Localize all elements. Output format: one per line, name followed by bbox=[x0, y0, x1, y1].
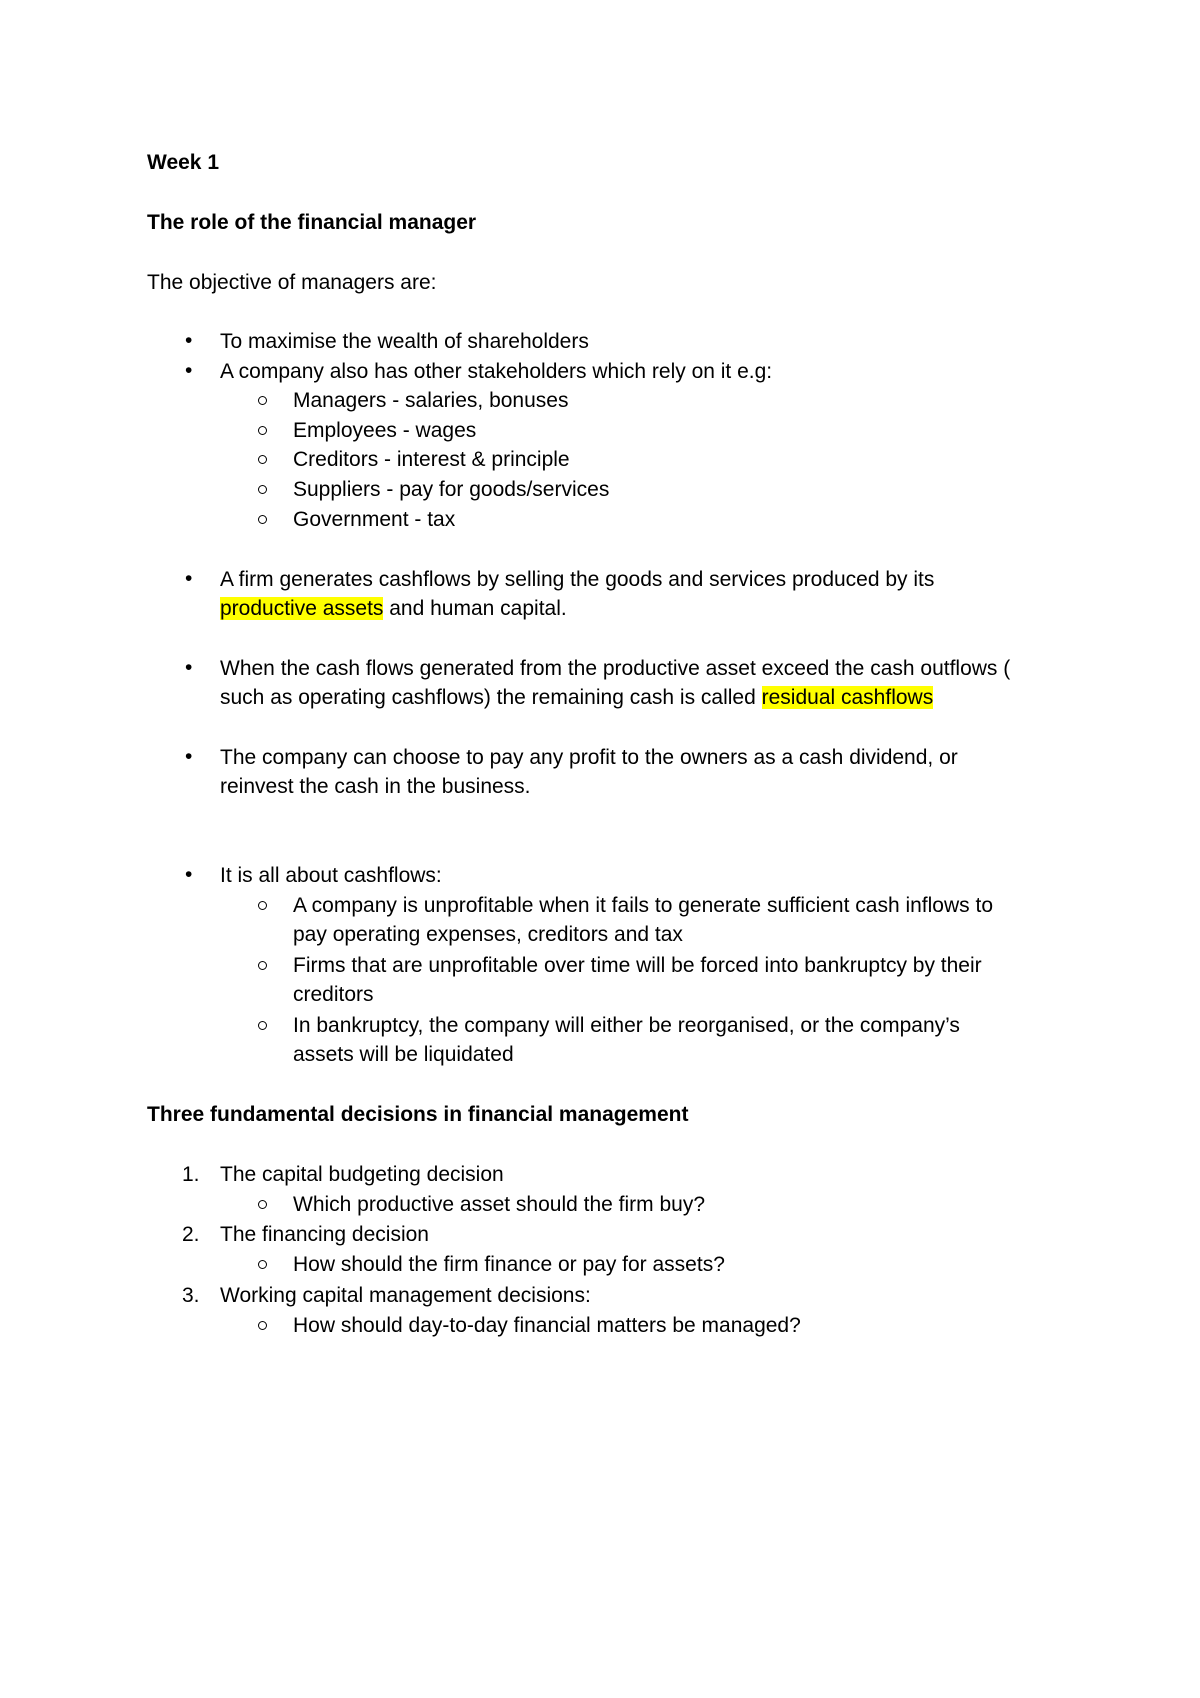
circle-bullet-icon bbox=[258, 1200, 267, 1209]
circle-bullet-icon bbox=[258, 515, 267, 524]
list-item: Suppliers - pay for goods/services bbox=[293, 478, 610, 501]
bullet-text: A firm generates cashflows by selling the goods and services produced by its bbox=[220, 568, 935, 591]
list-sub-item: How should day-to-day financial matters be managed? bbox=[293, 1314, 801, 1337]
list-item: A company is unprofitable when it fails to generate sufficient cash inflows to bbox=[293, 894, 994, 917]
circle-bullet-icon bbox=[258, 1321, 267, 1330]
bullet-text-continued bbox=[220, 594, 567, 624]
list-item: The capital budgeting decision bbox=[220, 1163, 504, 1186]
bullet-text-start: such as operating cashflows) the remaining cash is called bbox=[220, 686, 762, 709]
list-sub-item: Which productive asset should the firm buy? bbox=[293, 1193, 706, 1216]
list-item-continued: assets will be liquidated bbox=[293, 1043, 514, 1066]
list-item: Firms that are unprofitable over time will be forced into bankruptcy by their bbox=[293, 954, 982, 977]
list-number: 3. bbox=[182, 1284, 200, 1307]
circle-bullet-icon bbox=[258, 961, 267, 970]
circle-bullet-icon bbox=[258, 1021, 267, 1030]
bullet-text-continued: reinvest the cash in the business. bbox=[220, 775, 531, 798]
circle-bullet-icon bbox=[258, 1260, 267, 1269]
highlighted-term: productive assets bbox=[220, 597, 384, 620]
intro-text: The objective of managers are: bbox=[147, 271, 437, 294]
circle-bullet-icon bbox=[258, 396, 267, 405]
list-item: Working capital management decisions: bbox=[220, 1284, 591, 1307]
highlighted-term: residual cashflows bbox=[761, 686, 934, 709]
bullet-icon: • bbox=[185, 567, 193, 590]
bullet-text: It is all about cashflows: bbox=[220, 864, 442, 887]
list-item-continued: pay operating expenses, creditors and tax bbox=[293, 923, 683, 946]
list-number: 1. bbox=[182, 1163, 200, 1186]
list-item: Employees - wages bbox=[293, 419, 477, 442]
circle-bullet-icon bbox=[258, 426, 267, 435]
bullet-icon: • bbox=[185, 656, 193, 679]
list-item-continued: creditors bbox=[293, 983, 374, 1006]
bullet-text-rest: and human capital. bbox=[383, 597, 567, 620]
section-heading-role: The role of the financial manager bbox=[147, 211, 477, 234]
bullet-icon: • bbox=[185, 359, 193, 382]
list-item: Managers - salaries, bonuses bbox=[293, 389, 569, 412]
list-item: The financing decision bbox=[220, 1223, 429, 1246]
section-heading-decisions: Three fundamental decisions in financial management bbox=[147, 1103, 689, 1126]
bullet-text: When the cash flows generated from the productive asset exceed the cash outflows ( bbox=[220, 657, 1011, 680]
list-item: In bankruptcy, the company will either be reorganised, or the company’s bbox=[293, 1014, 960, 1037]
list-number: 2. bbox=[182, 1223, 200, 1246]
list-sub-item: How should the firm finance or pay for assets? bbox=[293, 1253, 725, 1276]
week-heading: Week 1 bbox=[147, 151, 219, 174]
bullet-text: To maximise the wealth of shareholders bbox=[220, 330, 589, 353]
bullet-icon: • bbox=[185, 863, 193, 886]
circle-bullet-icon bbox=[258, 485, 267, 494]
bullet-text: The company can choose to pay any profit to the owners as a cash dividend, or bbox=[220, 746, 958, 769]
list-item: Creditors - interest & principle bbox=[293, 448, 570, 471]
circle-bullet-icon bbox=[258, 901, 267, 910]
circle-bullet-icon bbox=[258, 455, 267, 464]
bullet-icon: • bbox=[185, 745, 193, 768]
list-item: Government - tax bbox=[293, 508, 456, 531]
bullet-text: A company also has other stakeholders which rely on it e.g: bbox=[220, 360, 773, 383]
bullet-icon: • bbox=[185, 329, 193, 352]
bullet-text-continued bbox=[220, 683, 933, 713]
